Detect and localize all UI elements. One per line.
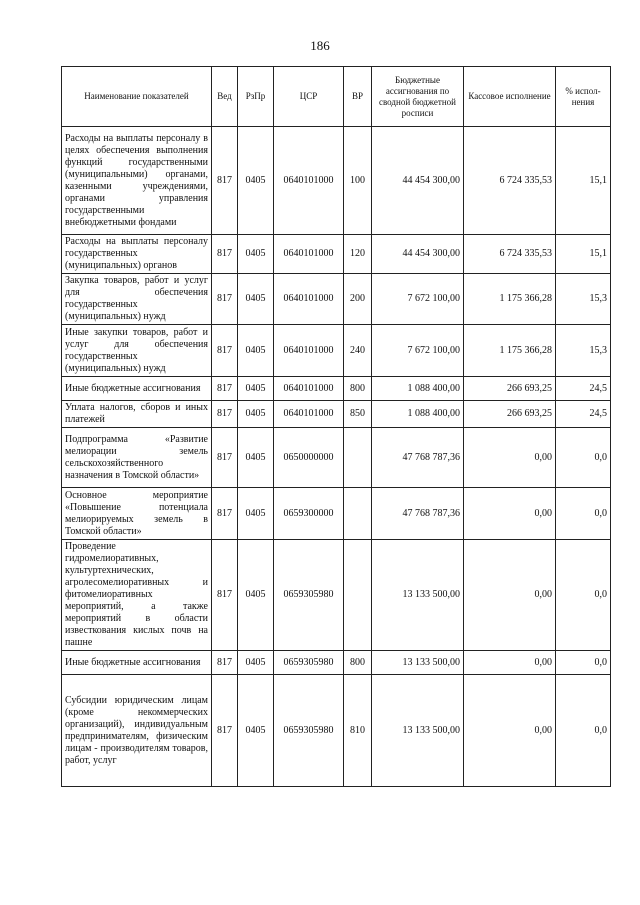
- header-vr: ВР: [344, 67, 372, 127]
- table-cell-ved: 817: [212, 377, 238, 401]
- table-cell-budget: 13 133 500,00: [372, 675, 464, 787]
- page-number: 186: [310, 38, 330, 53]
- table-cell-vr: 100: [344, 127, 372, 235]
- table-cell-ved: 817: [212, 488, 238, 540]
- table-cell-budget: 47 768 787,36: [372, 488, 464, 540]
- table-cell-csr: 0650000000: [274, 428, 344, 488]
- table-cell-ved: 817: [212, 127, 238, 235]
- table-cell-rzpr: 0405: [238, 488, 274, 540]
- header-name: Наименование показателей: [62, 67, 212, 127]
- table-cell-percent: 15,1: [556, 235, 611, 274]
- table-cell-vr: [344, 428, 372, 488]
- table-row: [62, 401, 611, 428]
- header-percent: % испол-нения: [556, 67, 611, 127]
- table-cell-ved: 817: [212, 325, 238, 377]
- table-cell-vr: 200: [344, 274, 372, 325]
- table-cell-rzpr: 0405: [238, 675, 274, 787]
- table-cell-ved: 817: [212, 274, 238, 325]
- table-cell-name: Основное мероприятие «Повышение потенциала мелиорируемых земель в Томской области»: [62, 488, 212, 540]
- table-cell-csr: 0640101000: [274, 377, 344, 401]
- table-cell-csr: 0659305980: [274, 540, 344, 651]
- table-cell-percent: 0,0: [556, 488, 611, 540]
- header-rzpr: РзПр: [238, 67, 274, 127]
- table-row: [62, 274, 611, 325]
- table-cell-budget: 7 672 100,00: [372, 274, 464, 325]
- table-cell-rzpr: 0405: [238, 401, 274, 428]
- table-cell-rzpr: 0405: [238, 274, 274, 325]
- table-row: [62, 377, 611, 401]
- table-cell-name: Расходы на выплаты персоналу государственных (муниципальных) органов: [62, 235, 212, 274]
- table-cell-csr: 0640101000: [274, 401, 344, 428]
- table-cell-budget: 1 088 400,00: [372, 401, 464, 428]
- table-cell-budget: 13 133 500,00: [372, 651, 464, 675]
- table-cell-cash: 0,00: [464, 651, 556, 675]
- table-cell-ved: 817: [212, 540, 238, 651]
- table-cell-name: Подпрограмма «Развитие мелиорации земель сельскохозяйственного назначения в Томской области»: [62, 428, 212, 488]
- header-cash: Кассовое исполнение: [464, 67, 556, 127]
- table-cell-percent: 0,0: [556, 428, 611, 488]
- table-row: [62, 488, 611, 540]
- table-cell-csr: 0640101000: [274, 274, 344, 325]
- table-cell-csr: 0659300000: [274, 488, 344, 540]
- table-cell-budget: 44 454 300,00: [372, 235, 464, 274]
- table-cell-budget: 44 454 300,00: [372, 127, 464, 235]
- table-cell-budget: 7 672 100,00: [372, 325, 464, 377]
- table-cell-csr: 0659305980: [274, 675, 344, 787]
- table-cell-cash: 0,00: [464, 675, 556, 787]
- table-cell-budget: 1 088 400,00: [372, 377, 464, 401]
- table-cell-rzpr: 0405: [238, 540, 274, 651]
- table-cell-cash: 266 693,25: [464, 377, 556, 401]
- table-header-row: [62, 67, 611, 127]
- table-cell-percent: 15,3: [556, 325, 611, 377]
- table-cell-rzpr: 0405: [238, 127, 274, 235]
- table-cell-name: Закупка товаров, работ и услуг для обеспечения государственных (муниципальных) нужд: [62, 274, 212, 325]
- table-cell-ved: 817: [212, 401, 238, 428]
- table-cell-cash: 0,00: [464, 540, 556, 651]
- table-cell-cash: 0,00: [464, 488, 556, 540]
- table-cell-percent: 24,5: [556, 377, 611, 401]
- table-cell-percent: 15,1: [556, 127, 611, 235]
- table-cell-percent: 0,0: [556, 651, 611, 675]
- table-cell-rzpr: 0405: [238, 235, 274, 274]
- table-row: [62, 428, 611, 488]
- table-cell-ved: 817: [212, 428, 238, 488]
- table-cell-csr: 0640101000: [274, 127, 344, 235]
- table-cell-name: Иные закупки товаров, работ и услуг для обеспечения государственных (муниципальных) нужд: [62, 325, 212, 377]
- table-cell-name: Уплата налогов, сборов и иных платежей: [62, 401, 212, 428]
- table-cell-rzpr: 0405: [238, 325, 274, 377]
- table-cell-csr: 0640101000: [274, 325, 344, 377]
- table-cell-rzpr: 0405: [238, 377, 274, 401]
- table-cell-name: Проведение гидромелиоративных, культуртехнических, агролесомелиоративных и фитомелиоративных мероприятий, а также мероприятий в области известкования кислых почв на пашне: [62, 540, 212, 651]
- table-cell-ved: 817: [212, 651, 238, 675]
- table-cell-vr: [344, 488, 372, 540]
- table-cell-name: Расходы на выплаты персоналу в целях обеспечения выполнения функций государственными (муниципальными) органами, казенными учреждениями, органами управления государственными внебюджетными фондами: [62, 127, 212, 235]
- table-row: [62, 675, 611, 787]
- table-cell-csr: 0640101000: [274, 235, 344, 274]
- table-cell-budget: 13 133 500,00: [372, 540, 464, 651]
- table-row: [62, 651, 611, 675]
- table-cell-percent: 15,3: [556, 274, 611, 325]
- table-cell-ved: 817: [212, 675, 238, 787]
- header-ved: Вед: [212, 67, 238, 127]
- table-cell-budget: 47 768 787,36: [372, 428, 464, 488]
- table-row: [62, 540, 611, 651]
- table-cell-ved: 817: [212, 235, 238, 274]
- table-cell-vr: [344, 540, 372, 651]
- table-cell-rzpr: 0405: [238, 428, 274, 488]
- table-cell-cash: 6 724 335,53: [464, 127, 556, 235]
- table-cell-vr: 800: [344, 651, 372, 675]
- table-cell-cash: 1 175 366,28: [464, 274, 556, 325]
- table-row: [62, 127, 611, 235]
- table-cell-name: Иные бюджетные ассигнования: [62, 651, 212, 675]
- table-cell-csr: 0659305980: [274, 651, 344, 675]
- table-cell-vr: 800: [344, 377, 372, 401]
- table-cell-vr: 120: [344, 235, 372, 274]
- table-cell-percent: 0,0: [556, 540, 611, 651]
- table-cell-percent: 0,0: [556, 675, 611, 787]
- table-cell-percent: 24,5: [556, 401, 611, 428]
- table-cell-rzpr: 0405: [238, 651, 274, 675]
- table-cell-cash: 6 724 335,53: [464, 235, 556, 274]
- table-cell-name: Иные бюджетные ассигнования: [62, 377, 212, 401]
- table-cell-cash: 1 175 366,28: [464, 325, 556, 377]
- table-cell-cash: 266 693,25: [464, 401, 556, 428]
- table-cell-cash: 0,00: [464, 428, 556, 488]
- header-budget: Бюджетные ассигнования по сводной бюджетной росписи: [372, 67, 464, 127]
- table-cell-vr: 240: [344, 325, 372, 377]
- table-cell-vr: 850: [344, 401, 372, 428]
- table-row: [62, 235, 611, 274]
- table-cell-name: Субсидии юридическим лицам (кроме некоммерческих организаций), индивидуальным предпринимателям, физическим лицам - производителям товаров, работ, услуг: [62, 675, 212, 787]
- budget-table: [61, 66, 611, 787]
- table-cell-vr: 810: [344, 675, 372, 787]
- table-row: [62, 325, 611, 377]
- header-csr: ЦСР: [274, 67, 344, 127]
